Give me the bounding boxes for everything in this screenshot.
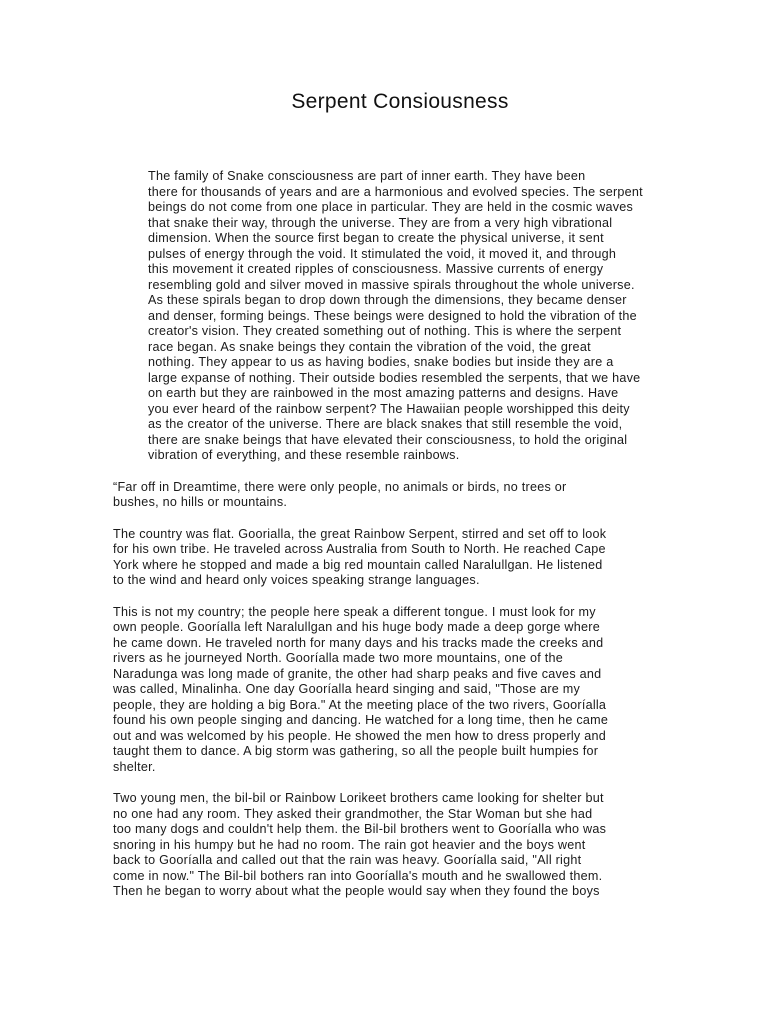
text-line: for his own tribe. He traveled across Australia from South to North. He reached Cape [113,542,606,556]
text-line: that snake their way, through the universe. They are from a very high vibrational [148,215,613,230]
text-line: large expanse of nothing. Their outside bodies resembled the serpents, that we have [148,370,641,385]
text-line: to the wind and heard only voices speaking strange languages. [113,573,480,587]
text-line: out and was welcomed by his people. He showed the men how to dress properly and [113,728,606,743]
text-line: The family of Snake consciousness are part of inner earth. They have been [148,169,586,183]
text-line: shelter. [113,759,156,774]
text-line: As these spirals began to drop down through the dimensions, they became denser [148,293,627,307]
text-line: there for thousands of years and are a harmonious and evolved species. The serpent [148,184,643,199]
text-line: on earth but they are rainbowed in the most amazing patterns and designs. Have [148,386,619,400]
text-line: people, they are holding a big Bora." At the meeting place of the two rivers, Gooríalla [113,697,607,712]
text-line: rivers as he journeyed North. Gooríalla made two more mountains, one of the [113,651,563,665]
text-line: beings do not come from one place in particular. They are held in the cosmic waves [148,200,634,214]
text-line: Two young men, the bil-bil or Rainbow Lorikeet brothers came looking for shelter but [113,791,604,805]
text-line: no one had any room. They asked their grandmother, the Star Woman but she had [113,806,593,821]
text-line: back to Gooríalla and called out that the rain was heavy. Gooríalla said, "All right [113,853,582,867]
text-line: Naradunga was long made of granite, the other had sharp peaks and five caves and [113,666,602,681]
text-line: This is not my country; the people here speak a different tongue. I must look for my [113,604,596,619]
document-body [113,169,673,916]
text-line: and denser, forming beings. These beings were designed to hold the vibration of the [148,308,637,323]
text-line: found his own people singing and dancing. He watched for a long time, then he came [113,713,609,727]
text-line: bushes, no hills or mountains. [113,495,288,509]
text-line: this movement it created ripples of consciousness. Massive currents of energy [148,262,604,276]
text-line: too many dogs and couldn't help them. the Bil-bil brothers went to Gooríalla who was [113,822,607,836]
paragraph-dreamtime [113,480,673,511]
text-line: come in now." The Bil-bil bothers ran into Gooríalla's mouth and he swallowed them. [113,868,603,883]
text-line: vibration of everything, and these resemble rainbows. [148,448,460,462]
text-line: resembling gold and silver moved in massive spirals throughout the whole universe. [148,277,635,292]
paragraph-country-flat [113,527,673,589]
text-line: snoring in his humpy but he had no room. The rain got heavier and the boys went [113,837,586,852]
text-line: as the creator of the universe. There are black snakes that still resemble the void, [148,417,623,431]
text-line: creator's vision. They created something out of nothing. This is where the serpent [148,324,622,338]
text-line: you ever heard of the rainbow serpent? The Hawaiian people worshipped this deity [148,401,630,416]
text-line: own people. Gooríalla left Naralullgan and his huge body made a deep gorge where [113,620,600,634]
text-line: Then he began to worry about what the people would say when they found the boys [113,884,600,898]
text-line: was called, Minalinha. One day Gooríalla heard singing and said, "Those are my [113,682,581,696]
text-line: dimension. When the source first began to create the physical universe, it sent [148,231,604,245]
paragraph-not-my-country [113,605,673,776]
text-line: pulses of energy through the void. It stimulated the void, it moved it, and through [148,246,617,261]
text-line: race began. As snake beings they contain the vibration of the void, the great [148,339,591,354]
page-title: Serpent Consiousness [291,90,509,113]
text-line: he came down. He traveled north for many days and his tracks made the creeks and [113,635,604,650]
text-line: nothing. They appear to us as having bodies, snake bodies but inside they are a [148,355,614,369]
paragraph-bil-bil-brothers [113,791,673,900]
text-line: York where he stopped and made a big red mountain called Naralullgan. He listened [113,557,603,572]
text-line: there are snake beings that have elevated their consciousness, to hold the original [148,432,628,447]
text-line: “Far off in Dreamtime, there were only people, no animals or birds, no trees or [113,479,567,494]
paragraph-snake-consciousness [113,169,673,464]
text-line: The country was flat. Goorialla, the great Rainbow Serpent, stirred and set off to look [113,526,607,541]
text-line: taught them to dance. A big storm was gathering, so all the people built humpies for [113,744,599,758]
